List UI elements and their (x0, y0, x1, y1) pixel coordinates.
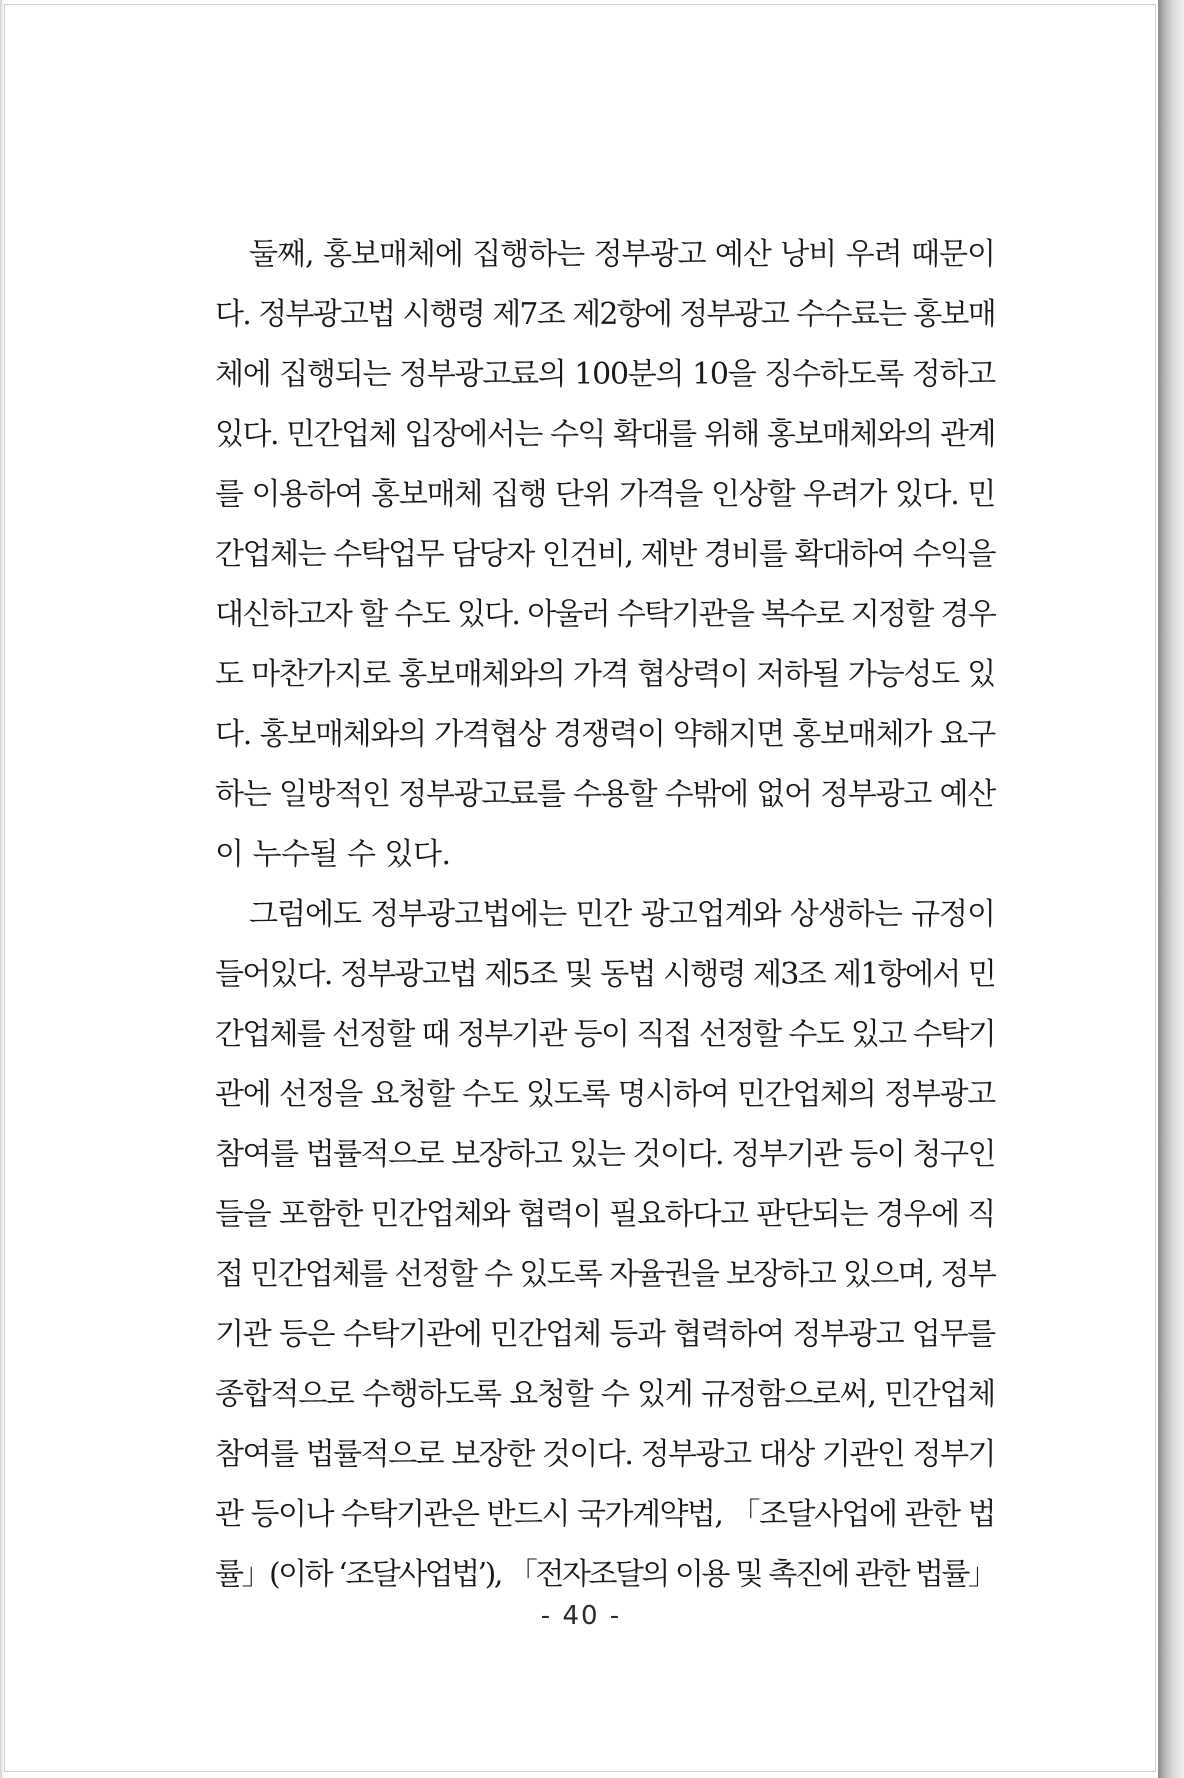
paragraph-1-line-11: 이 누수될 수 있다. (215, 837, 451, 872)
paragraph-1-line-10: 하는 일방적인 정부광고료를 수용할 수밖에 없어 정부광고 예산 (215, 777, 995, 812)
paragraph-1-line-6: 간업체는 수탁업무 담당자 인건비, 제반 경비를 확대하여 수익을 (215, 537, 995, 572)
paragraph-2-line-3: 간업체를 선정할 때 정부기관 등이 직접 선정할 수도 있고 수탁기 (215, 1017, 995, 1052)
paragraph-1-line-2: 다. 정부광고법 시행령 제7조 제2항에 정부광고 수수료는 홍보매 (215, 297, 995, 332)
paragraph-2-line-11: 관 등이나 수탁기관은 반드시 국가계약법, 「조달사업에 관한 법 (215, 1497, 995, 1532)
paragraph-2-line-6: 들을 포함한 민간업체와 협력이 필요하다고 판단되는 경우에 직 (215, 1197, 995, 1232)
page-shadow (1158, 0, 1184, 1778)
paragraph-1-line-3: 체에 집행되는 정부광고료의 100분의 10을 징수하도록 정하고 (215, 357, 995, 392)
document-page (4, 4, 1156, 1772)
paragraph-1-line-1: 둘째, 홍보매체에 집행하는 정부광고 예산 낭비 우려 때문이 (249, 237, 995, 272)
paragraph-2-line-9: 종합적으로 수행하도록 요청할 수 있게 규정함으로써, 민간업체 (215, 1377, 995, 1412)
paragraph-1-line-7: 대신하고자 할 수도 있다. 아울러 수탁기관을 복수로 지정할 경우 (215, 597, 995, 632)
body-text (215, 225, 995, 1605)
paragraph-2-line-5: 참여를 법률적으로 보장하고 있는 것이다. 정부기관 등이 청구인 (215, 1137, 995, 1172)
paragraph-1-line-4: 있다. 민간업체 입장에서는 수익 확대를 위해 홍보매체와의 관계 (215, 417, 995, 452)
paragraph-1-line-8: 도 마찬가지로 홍보매체와의 가격 협상력이 저하될 가능성도 있 (215, 657, 995, 692)
page-number: - 40 - (540, 1601, 622, 1631)
paragraph-2-line-10: 참여를 법률적으로 보장한 것이다. 정부광고 대상 기관인 정부기 (215, 1437, 995, 1472)
paragraph-2-line-8: 기관 등은 수탁기관에 민간업체 등과 협력하여 정부광고 업무를 (215, 1317, 995, 1352)
paragraph-2-line-4: 관에 선정을 요청할 수도 있도록 명시하여 민간업체의 정부광고 (215, 1077, 995, 1112)
paragraph-2-line-2: 들어있다. 정부광고법 제5조 및 동법 시행령 제3조 제1항에서 민 (215, 957, 995, 992)
paragraph-2-line-12: 률」(이하 ‘조달사업법’), 「전자조달의 이용 및 촉진에 관한 법률」 (215, 1557, 996, 1592)
paragraph-1-line-9: 다. 홍보매체와의 가격협상 경쟁력이 약해지면 홍보매체가 요구 (215, 717, 995, 752)
paragraph-2-line-1: 그럼에도 정부광고법에는 민간 광고업계와 상생하는 규정이 (249, 897, 995, 932)
paragraph-2-line-7: 접 민간업체를 선정할 수 있도록 자율권을 보장하고 있으며, 정부 (215, 1257, 995, 1292)
paragraph-1-line-5: 를 이용하여 홍보매체 집행 단위 가격을 인상할 우려가 있다. 민 (215, 477, 995, 512)
